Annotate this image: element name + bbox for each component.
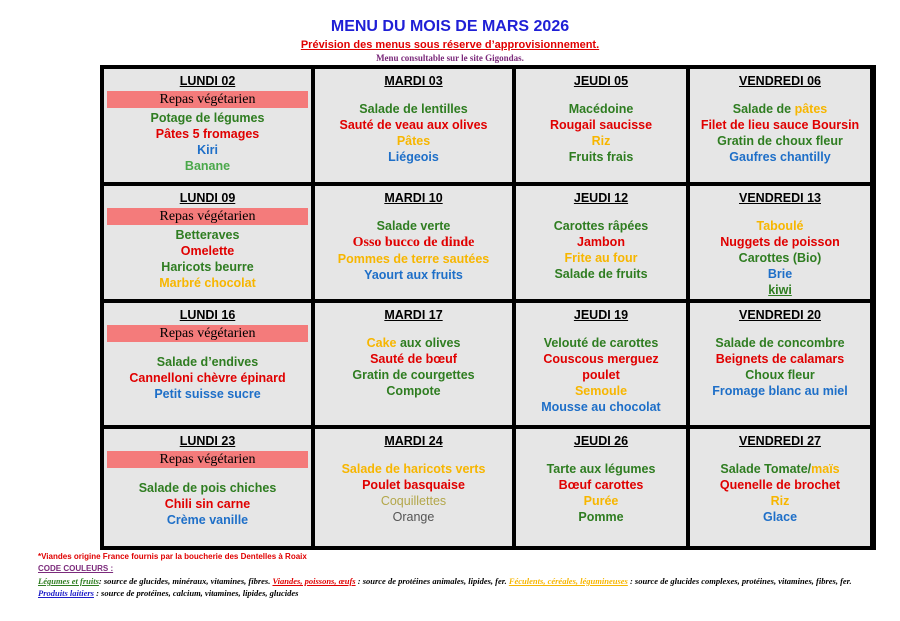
footer <box>38 551 878 599</box>
dish-item: Kiri <box>197 143 218 157</box>
menu-cell <box>104 186 311 299</box>
dish-item: Yaourt aux fruits <box>364 268 463 282</box>
menu-cell <box>516 69 686 182</box>
day-label: MARDI 10 <box>384 191 443 205</box>
dish-item: Purée <box>583 494 619 508</box>
dish-list <box>690 218 870 298</box>
dish-item: Beignets de calamars <box>715 352 845 366</box>
dish-list <box>516 335 686 415</box>
page-subtitle: Prévision des menus sous réserve d’approvisionnement. <box>300 39 600 51</box>
dish-list <box>315 101 512 165</box>
dish-list <box>690 101 870 165</box>
dish-item: Osso bucco de dinde <box>352 235 475 250</box>
dish-item: Pâtes 5 fromages <box>155 127 260 141</box>
day-label: LUNDI 09 <box>179 191 236 205</box>
menu-cell <box>104 429 311 546</box>
legend-text: : source de glucides complexes, protéines, vitamines, fibres, fer. <box>627 576 852 586</box>
menu-cell <box>516 186 686 299</box>
legend-category: Produits laitiers <box>38 588 94 598</box>
vegetarian-badge: Repas végétarien <box>107 91 308 108</box>
dish-item: poulet <box>582 368 620 382</box>
day-label: JEUDI 12 <box>573 191 629 205</box>
dish-item: Riz <box>770 494 790 508</box>
dish-list <box>104 354 311 402</box>
dish-item: Sauté de veau aux olives <box>339 118 488 132</box>
dish-item: Salade de haricots verts <box>341 462 486 476</box>
dish-item: Carottes râpées <box>553 219 649 233</box>
menu-cell <box>690 303 870 425</box>
menu-cell <box>104 303 311 425</box>
color-code-legend <box>38 575 878 599</box>
dish-item: Quenelle de brochet <box>719 478 841 492</box>
dish-list <box>315 218 512 283</box>
dish-item: Bœuf carottes <box>558 478 644 492</box>
dish-item: Coquillettes <box>380 494 447 508</box>
menu-grid <box>100 65 876 550</box>
dish-item: Salade de pois chiches <box>138 481 277 495</box>
dish-item: Marbré chocolat <box>159 276 256 290</box>
meat-origin-note: *Viandes origine France fournis par la boucherie des Dentelles à Roaix <box>38 552 307 561</box>
menu-cell <box>690 429 870 546</box>
dish-item: Pommes de terre sautées <box>337 252 490 266</box>
day-label: VENDREDI 13 <box>739 191 821 205</box>
day-label: LUNDI 02 <box>179 74 236 88</box>
dish-list <box>104 110 311 174</box>
dish-item: Couscous merguez <box>543 352 659 366</box>
dish-item: Chili sin carne <box>164 497 251 511</box>
dish-item: Pomme <box>578 510 624 524</box>
menu-cell <box>516 429 686 546</box>
menu-cell <box>315 429 512 546</box>
day-label: VENDREDI 06 <box>739 74 821 88</box>
dish-item: Salade de fruits <box>554 267 648 281</box>
dish-item: Mousse au chocolat <box>541 400 661 414</box>
dish-item: Nuggets de poisson <box>720 235 840 249</box>
dish-item: Betteraves <box>175 228 240 242</box>
dish-item: Macédoine <box>568 102 634 116</box>
dish-item: Crème vanille <box>166 513 249 527</box>
menu-cell <box>516 303 686 425</box>
day-label: MARDI 24 <box>384 434 443 448</box>
dish-item: Semoule <box>574 384 628 398</box>
dish-item: Fruits frais <box>568 150 634 164</box>
dish-item: Banane <box>184 159 231 173</box>
dish-item: Liégeois <box>388 150 439 164</box>
dish-item: Pâtes <box>396 134 431 148</box>
dish-item: Riz <box>591 134 611 148</box>
dish-item: Brie <box>767 267 793 281</box>
dish-item: Haricots beurre <box>161 260 254 274</box>
site-note: Menu consultable sur le site Gigondas. <box>376 53 524 63</box>
vegetarian-badge: Repas végétarien <box>107 325 308 342</box>
dish-list <box>104 480 311 528</box>
legend-text: : source de glucides, minéraux, vitamines, fibres. <box>98 576 273 586</box>
day-label: JEUDI 26 <box>573 434 629 448</box>
page-title: MENU DU MOIS DE MARS 2026 <box>330 18 570 35</box>
dish-item: Taboulé <box>756 219 804 233</box>
day-label: MARDI 03 <box>384 74 443 88</box>
dish-item: Salade de concombre <box>715 336 845 350</box>
dish-item: Cake aux olives <box>366 336 461 350</box>
dish-item: Filet de lieu sauce Boursin <box>700 118 860 132</box>
dish-list <box>315 335 512 399</box>
legend-category: Viandes, poissons, œufs <box>272 576 356 586</box>
dish-item: Fromage blanc au miel <box>712 384 848 398</box>
menu-cell <box>315 69 512 182</box>
dish-item: Poulet basquaise <box>362 478 465 492</box>
dish-list <box>104 227 311 291</box>
dish-item: Jambon <box>577 235 625 249</box>
menu-cell <box>690 69 870 182</box>
dish-item: Sauté de bœuf <box>370 352 457 366</box>
vegetarian-badge: Repas végétarien <box>107 208 308 225</box>
dish-item: Salade d’endives <box>156 355 259 369</box>
dish-item: Salade de lentilles <box>359 102 468 116</box>
dish-item: Omelette <box>180 244 235 258</box>
dish-item: Carottes (Bio) <box>738 251 822 265</box>
dish-item: Gratin de courgettes <box>352 368 475 382</box>
dish-item: Cannelloni chèvre épinard <box>129 371 286 385</box>
dish-item: kiwi <box>768 283 792 297</box>
day-label: LUNDI 23 <box>179 434 236 448</box>
menu-cell <box>315 186 512 299</box>
legend-category: Légumes et fruits <box>38 576 99 586</box>
dish-list <box>315 461 512 525</box>
day-label: VENDREDI 27 <box>739 434 821 448</box>
legend-text: : source de protéines animales, lipides, fer. <box>355 576 509 586</box>
dish-list <box>516 101 686 165</box>
dish-item: Frite au four <box>564 251 638 265</box>
dish-list <box>516 218 686 282</box>
dish-item: Rougail saucisse <box>549 118 653 132</box>
color-code-title: CODE COULEURS : <box>38 564 114 573</box>
dish-list <box>690 461 870 525</box>
dish-list <box>690 335 870 399</box>
dish-item: Velouté de carottes <box>543 336 659 350</box>
dish-item: Petit suisse sucre <box>154 387 261 401</box>
dish-item: Gaufres chantilly <box>729 150 831 164</box>
dish-item: Salade de pâtes <box>732 102 828 116</box>
dish-item: Potage de légumes <box>150 111 265 125</box>
menu-cell <box>690 186 870 299</box>
day-label: JEUDI 05 <box>573 74 629 88</box>
day-label: VENDREDI 20 <box>739 308 821 322</box>
dish-item: Tarte aux légumes <box>546 462 656 476</box>
day-label: LUNDI 16 <box>179 308 236 322</box>
dish-item: Glace <box>762 510 798 524</box>
dish-item: Compote <box>386 384 441 398</box>
dish-item: Gratin de choux fleur <box>717 134 843 148</box>
day-label: JEUDI 19 <box>573 308 629 322</box>
dish-list <box>516 461 686 525</box>
vegetarian-badge: Repas végétarien <box>107 451 308 468</box>
day-label: MARDI 17 <box>384 308 443 322</box>
dish-item: Orange <box>392 510 435 524</box>
menu-cell <box>104 69 311 182</box>
legend-text: : source de protéines, calcium, vitamines, lipides, glucides <box>93 588 299 598</box>
menu-cell <box>315 303 512 425</box>
legend-category: Féculents, céréales, légumineuses <box>508 576 628 586</box>
dish-item: Choux fleur <box>745 368 815 382</box>
dish-item: Salade verte <box>376 219 451 233</box>
dish-item: Salade Tomate/maïs <box>720 462 840 476</box>
